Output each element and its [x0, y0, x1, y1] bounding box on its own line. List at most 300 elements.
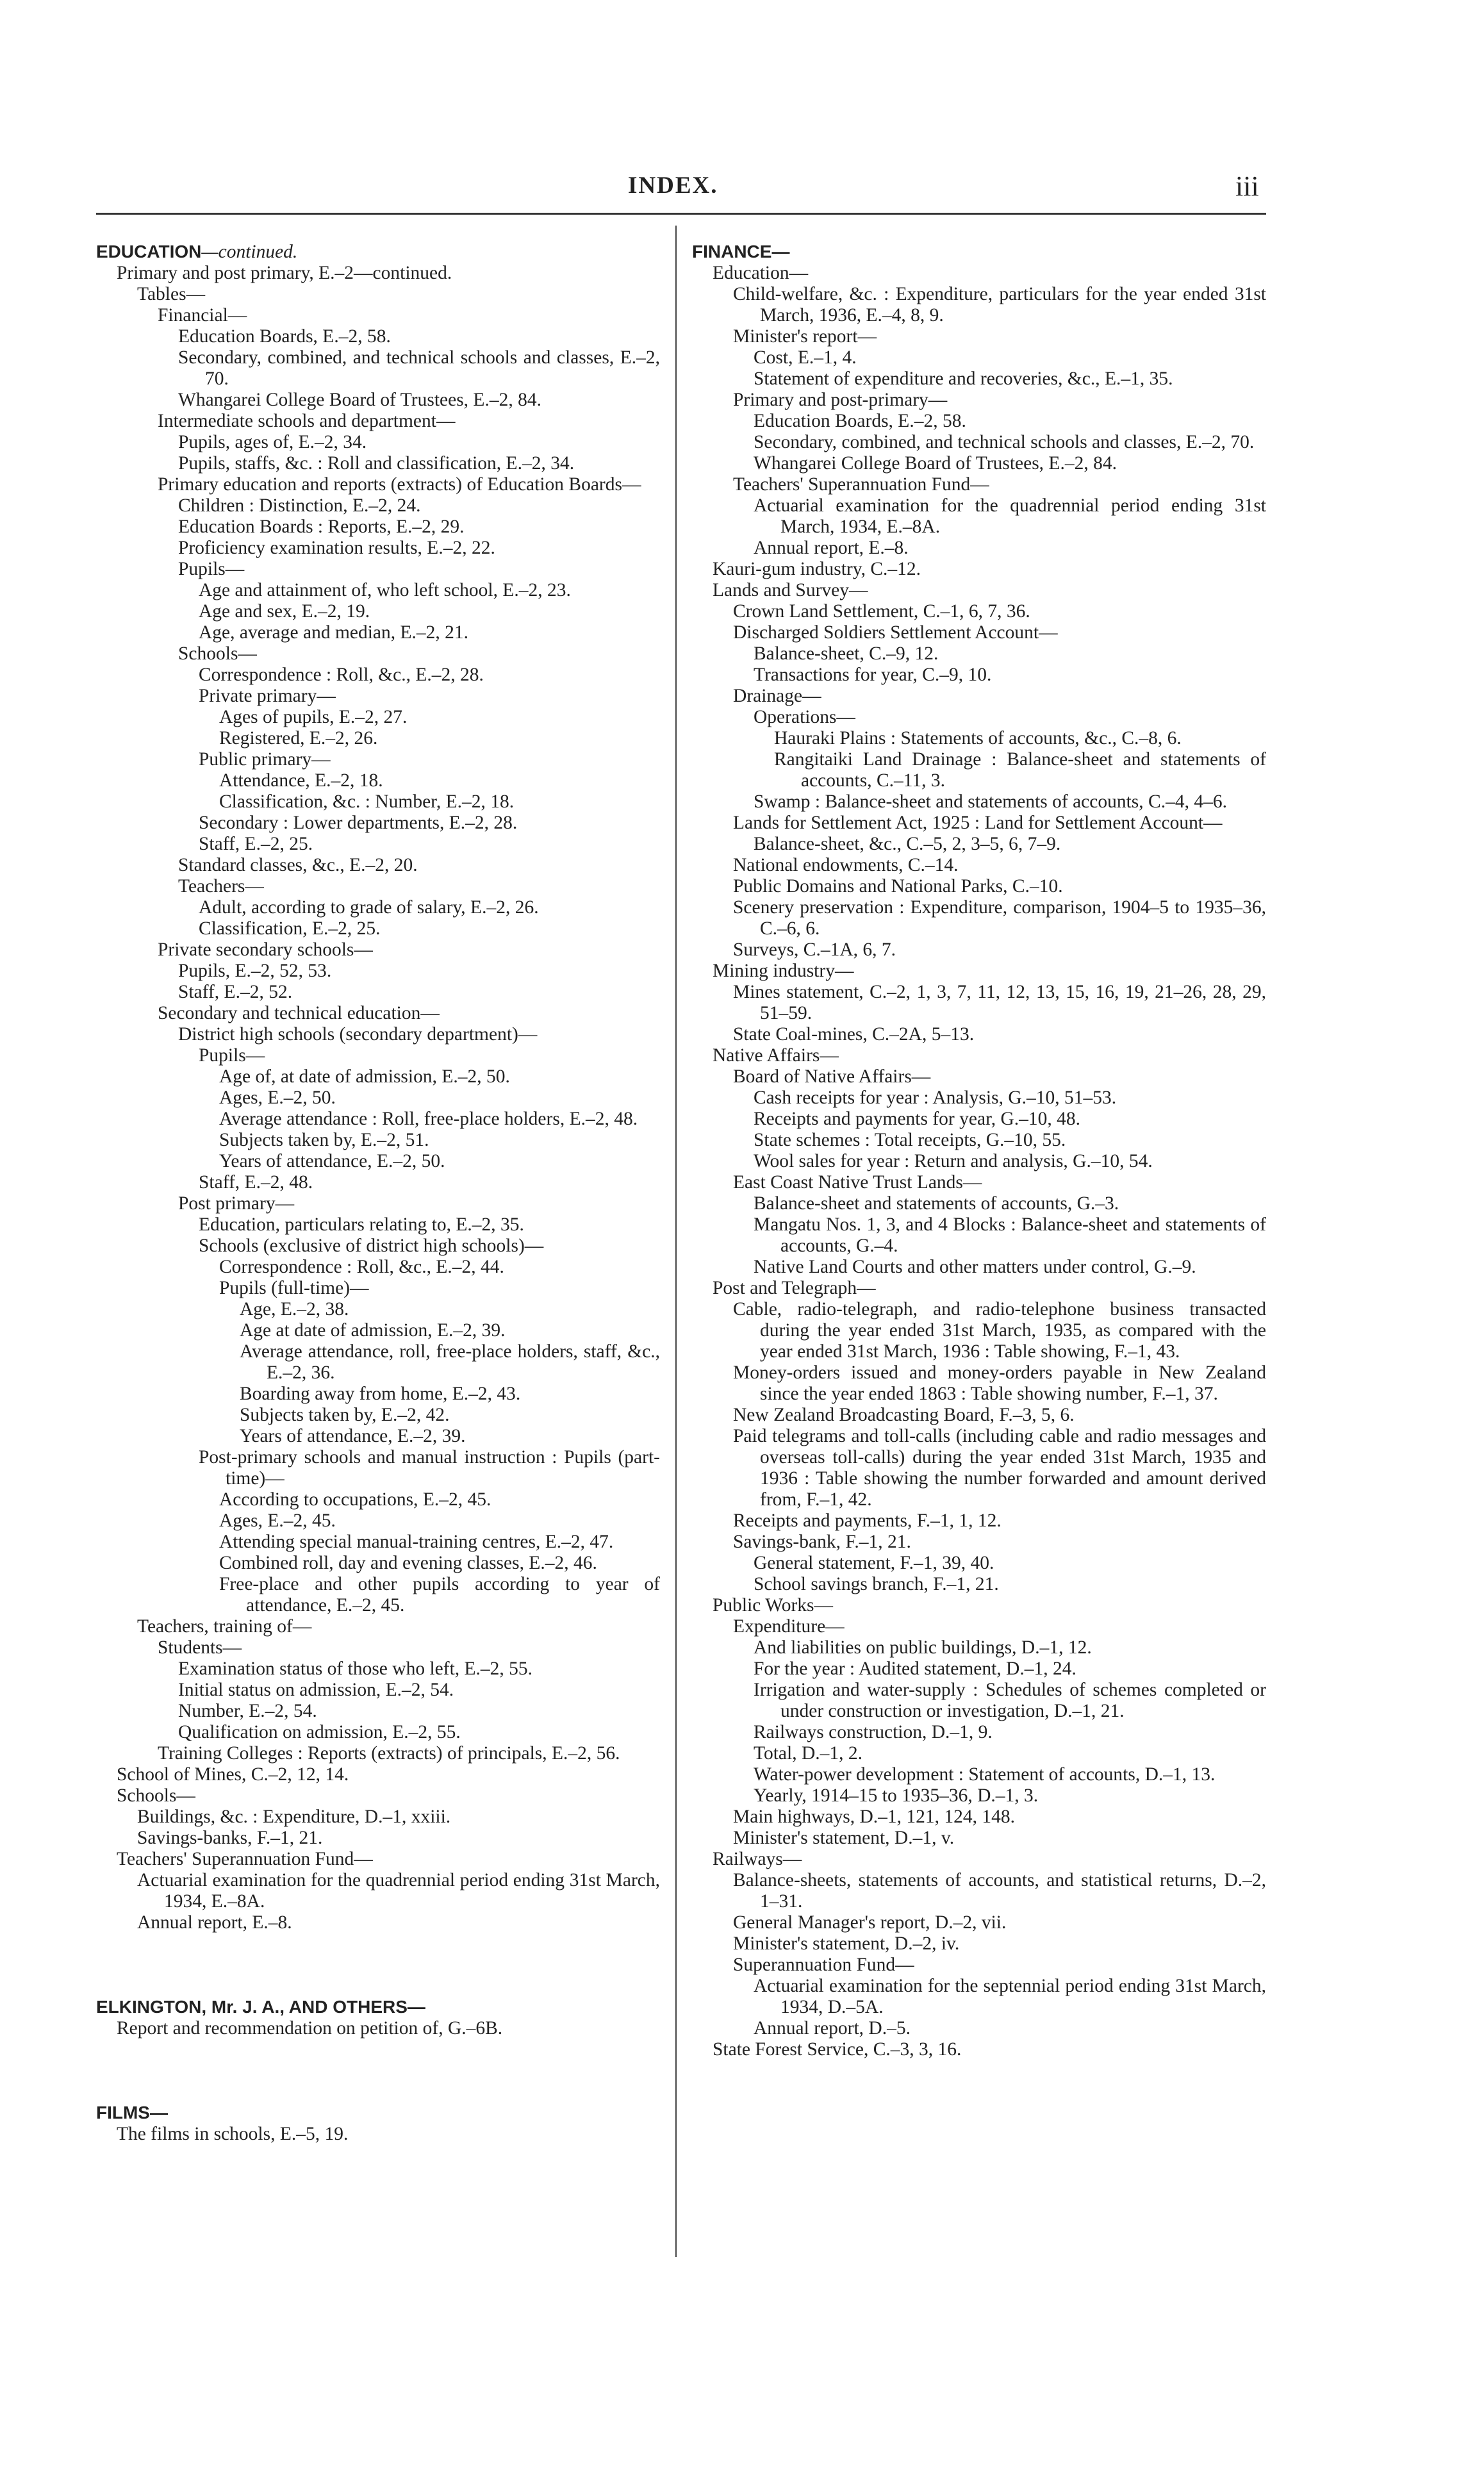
entry-text: Age and sex, E.–2, 19. [199, 601, 370, 622]
entry-text: Primary education and reports (extracts) of Education Boards— [158, 474, 641, 495]
index-entry [240, 1426, 660, 1447]
index-entry [158, 1743, 660, 1764]
index-entry [199, 897, 660, 918]
index-entry [733, 1172, 1266, 1193]
index-entry [754, 2018, 1266, 2039]
index-entry [733, 1510, 1266, 1532]
entry-text: Initial status on admission, E.–2, 54. [178, 1680, 454, 1700]
entry-text: Cost, E.–1, 4. [754, 347, 857, 368]
entry-text: Post primary— [178, 1193, 295, 1214]
entry-text: Annual report, D.–5. [754, 2018, 911, 2039]
index-entry [137, 284, 660, 305]
entry-text: Mining industry— [713, 961, 854, 981]
index-entry [754, 707, 1266, 728]
entry-text: Teachers' Superannuation Fund— [733, 474, 989, 495]
index-entry [219, 1066, 660, 1088]
index-entry [733, 855, 1266, 876]
entry-text: Secondary : Lower departments, E.–2, 28. [199, 813, 518, 833]
entry-text: Public primary— [199, 749, 331, 770]
entry-text: And liabilities on public buildings, D.–1, 12. [754, 1637, 1092, 1658]
column-divider [675, 226, 677, 2257]
index-entry [178, 1193, 660, 1214]
index-entry [219, 1088, 660, 1109]
entry-text: Ages, E.–2, 45. [219, 1510, 336, 1531]
index-entry [754, 665, 1266, 686]
index-entry [137, 1912, 660, 1933]
index-entry [754, 643, 1266, 665]
entry-text: Lands for Settlement Act, 1925 : Land for Settlement Account— [733, 813, 1223, 833]
heading-text: FILMS— [96, 2103, 168, 2122]
index-entry [754, 432, 1266, 453]
index-entry [754, 538, 1266, 559]
index-entry [733, 1405, 1266, 1426]
index-entry [713, 1595, 1266, 1616]
entry-text: Pupils— [199, 1045, 265, 1066]
entry-text: School savings branch, F.–1, 21. [754, 1574, 999, 1594]
index-entry [733, 1870, 1266, 1912]
index-entry [178, 855, 660, 876]
index-entry [137, 1870, 660, 1912]
index-entry [199, 813, 660, 834]
index-entry [733, 813, 1266, 834]
entry-text: Balance-sheet and statements of accounts, G.–3. [754, 1193, 1119, 1214]
entry-text: Teachers, training of— [137, 1616, 312, 1637]
index-entry [713, 1278, 1266, 1299]
index-entry [733, 897, 1266, 939]
index-entry [219, 1109, 660, 1130]
entry-text: Surveys, C.–1A, 6, 7. [733, 939, 896, 960]
entry-text: Rangitaiki Land Drainage : Balance-sheet and statements of accounts, C.–11, 3. [774, 749, 1266, 791]
entry-text: Correspondence : Roll, &c., E.–2, 28. [199, 665, 484, 685]
entry-text: Schools— [178, 643, 257, 664]
entry-text: Intermediate schools and department— [158, 411, 456, 431]
entry-text: Age and attainment of, who left school, E.–2, 23. [199, 580, 571, 600]
entry-text: Post and Telegraph— [713, 1278, 876, 1298]
entry-text: Attendance, E.–2, 18. [219, 770, 383, 791]
heading-text: ELKINGTON, Mr. J. A., AND OTHERS— [96, 1997, 425, 2017]
entry-text: East Coast Native Trust Lands— [733, 1172, 982, 1193]
index-entry [158, 305, 660, 326]
entry-text: Actuarial examination for the quadrennial period ending 31st March, 1934, E.–8A. [137, 1870, 660, 1912]
index-heading [96, 241, 660, 263]
entry-text: Public Works— [713, 1595, 834, 1616]
index-entry [158, 1637, 660, 1658]
entry-text: Financial— [158, 305, 247, 326]
left-column [96, 241, 660, 2145]
index-entry [178, 559, 660, 580]
entry-text: Main highways, D.–1, 121, 124, 148. [733, 1807, 1016, 1827]
entry-text: Staff, E.–2, 48. [199, 1172, 313, 1193]
entry-text: Teachers' Superannuation Fund— [117, 1849, 373, 1869]
entry-text: Discharged Soldiers Settlement Account— [733, 622, 1058, 643]
index-entry [733, 1362, 1266, 1405]
index-entry [137, 1807, 660, 1828]
page-number: iii [1235, 170, 1259, 202]
entry-text: Age, E.–2, 38. [240, 1299, 349, 1319]
right-column [692, 241, 1266, 2060]
heading-text: FINANCE— [692, 242, 790, 261]
index-entry [158, 474, 660, 495]
index-entry [754, 1088, 1266, 1109]
index-entry [754, 495, 1266, 538]
entry-text: Education Boards : Reports, E.–2, 29. [178, 517, 465, 537]
entry-text: Public Domains and National Parks, C.–10. [733, 876, 1063, 897]
entry-text: Pupils, E.–2, 52, 53. [178, 961, 332, 981]
index-entry [733, 1066, 1266, 1088]
entry-text: National endowments, C.–14. [733, 855, 959, 875]
index-entry [199, 1172, 660, 1193]
index-entry [219, 1532, 660, 1553]
index-entry [178, 961, 660, 982]
index-entry [754, 834, 1266, 855]
index-entry [199, 601, 660, 622]
entry-text: Balance-sheet, &c., C.–5, 2, 3–5, 6, 7–9. [754, 834, 1061, 854]
index-entry [713, 580, 1266, 601]
index-entry [219, 791, 660, 813]
index-entry [733, 1828, 1266, 1849]
entry-text: Annual report, E.–8. [754, 538, 909, 558]
entry-text: Education Boards, E.–2, 58. [178, 326, 391, 347]
index-entry [754, 1637, 1266, 1658]
entry-text: Receipts and payments for year, G.–10, 48. [754, 1109, 1081, 1129]
index-entry [117, 2018, 660, 2039]
entry-text: Teachers— [178, 876, 264, 897]
heading-text: EDUCATION [96, 242, 202, 261]
index-entry [178, 876, 660, 897]
entry-text: Operations— [754, 707, 855, 727]
index-entry [713, 1045, 1266, 1066]
entry-text: Subjects taken by, E.–2, 42. [240, 1405, 450, 1425]
entry-text: Age at date of admission, E.–2, 39. [240, 1320, 506, 1341]
entry-text: According to occupations, E.–2, 45. [219, 1489, 491, 1510]
index-entry [733, 1912, 1266, 1933]
entry-text: Annual report, E.–8. [137, 1912, 292, 1933]
index-entry [137, 1828, 660, 1849]
index-entry [713, 2039, 1266, 2060]
entry-text: Registered, E.–2, 26. [219, 728, 378, 749]
index-entry [178, 347, 660, 390]
entry-text: Native Land Courts and other matters under control, G.–9. [754, 1257, 1196, 1277]
entry-text: Receipts and payments, F.–1, 1, 12. [733, 1510, 1002, 1531]
index-entry [219, 1278, 660, 1299]
index-entry [199, 622, 660, 643]
index-entry [178, 326, 660, 347]
page-title: INDEX. [628, 172, 718, 199]
entry-text: Wool sales for year : Return and analysis, G.–10, 54. [754, 1151, 1153, 1171]
index-entry [733, 939, 1266, 961]
index-entry [178, 538, 660, 559]
entry-text: Adult, according to grade of salary, E.–2, 26. [199, 897, 539, 918]
index-entry [733, 390, 1266, 411]
index-entry [754, 1553, 1266, 1574]
entry-text: Age, average and median, E.–2, 21. [199, 622, 469, 643]
index-entry [178, 982, 660, 1003]
entry-text: Private primary— [199, 686, 336, 706]
entry-text: Pupils— [178, 559, 245, 579]
index-entry [754, 1214, 1266, 1257]
entry-text: State Forest Service, C.–3, 3, 16. [713, 2039, 962, 2060]
entry-text: Whangarei College Board of Trustees, E.–2, 84. [178, 390, 541, 410]
entry-text: Post-primary schools and manual instruction : Pupils (part-time)— [199, 1447, 660, 1489]
heading-line [96, 2102, 660, 2124]
index-entry [754, 791, 1266, 813]
index-entry [219, 728, 660, 749]
entry-text: Students— [158, 1637, 242, 1658]
index-entry [733, 1955, 1266, 1976]
index-entry [219, 1489, 660, 1510]
entry-text: Railways construction, D.–1, 9. [754, 1722, 993, 1742]
entry-text: Board of Native Affairs— [733, 1066, 931, 1087]
index-entry [754, 1257, 1266, 1278]
entry-text: Money-orders issued and money-orders payable in New Zealand since the year ended 1863 : Table showing number, F.–1, 37. [733, 1362, 1266, 1404]
heading-line [96, 1996, 660, 2018]
index-entry [158, 939, 660, 961]
index-entry [178, 390, 660, 411]
entry-text: For the year : Audited statement, D.–1, 24. [754, 1658, 1076, 1679]
index-heading [96, 2102, 660, 2124]
index-entry [219, 1553, 660, 1574]
entry-text: Minister's statement, D.–2, iv. [733, 1933, 960, 1954]
entry-text: State schemes : Total receipts, G.–10, 55. [754, 1130, 1066, 1150]
index-entry [178, 517, 660, 538]
entry-text: Pupils, ages of, E.–2, 34. [178, 432, 367, 452]
entry-text: Pupils (full-time)— [219, 1278, 369, 1298]
entry-text: Balance-sheets, statements of accounts, and statistical returns, D.–2, 1–31. [733, 1870, 1266, 1912]
heading-note: —continued. [201, 242, 298, 262]
entry-text: Hauraki Plains : Statements of accounts, &c., C.–8, 6. [774, 728, 1182, 749]
entry-text: Years of attendance, E.–2, 50. [219, 1151, 445, 1171]
entry-text: Savings-bank, F.–1, 21. [733, 1532, 911, 1552]
entry-text: Correspondence : Roll, &c., E.–2, 44. [219, 1257, 504, 1277]
entry-text: General Manager's report, D.–2, vii. [733, 1912, 1007, 1933]
index-entry [199, 749, 660, 770]
index-entry [219, 1257, 660, 1278]
entry-text: State Coal-mines, C.–2A, 5–13. [733, 1024, 975, 1045]
index-entry [733, 474, 1266, 495]
index-entry [754, 1574, 1266, 1595]
index-entry [713, 961, 1266, 982]
index-entry [199, 834, 660, 855]
index-entry [117, 1764, 660, 1785]
index-entry [219, 1510, 660, 1532]
entry-text: Savings-banks, F.–1, 21. [137, 1828, 323, 1848]
index-heading [692, 241, 1266, 263]
entry-text: The films in schools, E.–5, 19. [117, 2124, 349, 2144]
entry-text: Primary and post-primary— [733, 390, 948, 410]
index-entry [240, 1405, 660, 1426]
index-entry [178, 1722, 660, 1743]
index-entry [733, 686, 1266, 707]
index-entry [754, 1193, 1266, 1214]
entry-text: Examination status of those who left, E.–2, 55. [178, 1658, 533, 1679]
entry-text: Report and recommendation on petition of, G.–6B. [117, 2018, 503, 2039]
entry-text: Classification, E.–2, 25. [199, 918, 381, 939]
index-entry [137, 1616, 660, 1637]
index-entry [733, 1299, 1266, 1362]
entry-text: Crown Land Settlement, C.–1, 6, 7, 36. [733, 601, 1030, 622]
index-entry [754, 1743, 1266, 1764]
entry-text: Classification, &c. : Number, E.–2, 18. [219, 791, 515, 812]
index-entry [199, 580, 660, 601]
entry-text: Qualification on admission, E.–2, 55. [178, 1722, 461, 1742]
index-entry [754, 1130, 1266, 1151]
index-entry [158, 1003, 660, 1024]
index-entry [219, 707, 660, 728]
entry-text: Schools— [117, 1785, 195, 1806]
entry-text: Whangarei College Board of Trustees, E.–2, 84. [754, 453, 1117, 474]
index-entry [754, 1785, 1266, 1807]
index-entry [754, 1976, 1266, 2018]
entry-text: Tables— [137, 284, 206, 304]
header-rule [96, 213, 1266, 215]
index-entry [178, 495, 660, 517]
entry-text: District high schools (secondary department)— [178, 1024, 538, 1045]
index-entry [199, 665, 660, 686]
index-entry [117, 1849, 660, 1870]
entry-text: Superannuation Fund— [733, 1955, 914, 1975]
index-entry [733, 1024, 1266, 1045]
index-entry [733, 982, 1266, 1024]
entry-text: Staff, E.–2, 52. [178, 982, 293, 1002]
index-entry [199, 1236, 660, 1257]
index-entry [733, 622, 1266, 643]
entry-text: Total, D.–1, 2. [754, 1743, 862, 1764]
index-heading [96, 1996, 660, 2018]
entry-text: Education— [713, 263, 809, 283]
entry-text: Secondary, combined, and technical schools and classes, E.–2, 70. [178, 347, 660, 389]
entry-text: Secondary and technical education— [158, 1003, 440, 1023]
index-entry [713, 1849, 1266, 1870]
index-entry [199, 686, 660, 707]
index-entry [733, 1807, 1266, 1828]
index-entry [733, 601, 1266, 622]
index-entry [178, 1680, 660, 1701]
heading-line [692, 241, 1266, 263]
entry-text: Child-welfare, &c. : Expenditure, particulars for the year ended 31st March, 1936, E.–4, 8, 9. [733, 284, 1266, 326]
index-entry [240, 1341, 660, 1384]
index-entry [733, 1532, 1266, 1553]
entry-text: Combined roll, day and evening classes, E.–2, 46. [219, 1553, 597, 1573]
index-entry [733, 284, 1266, 326]
index-entry [117, 2124, 660, 2145]
entry-text: Actuarial examination for the septennial period ending 31st March, 1934, D.–5A. [754, 1976, 1266, 2017]
entry-text: Attending special manual-training centres, E.–2, 47. [219, 1532, 614, 1552]
entry-text: Children : Distinction, E.–2, 24. [178, 495, 421, 516]
entry-text: General statement, F.–1, 39, 40. [754, 1553, 994, 1573]
entry-text: Swamp : Balance-sheet and statements of accounts, C.–4, 4–6. [754, 791, 1227, 812]
index-entry [754, 1764, 1266, 1785]
entry-text: Paid telegrams and toll-calls (including cable and radio messages and overseas toll-calls) during the year ended 31st March, 1935 and 1936 : Table showing the number forwarded and amount derived from, F.–1, 42. [733, 1426, 1266, 1510]
entry-text: Minister's statement, D.–1, v. [733, 1828, 955, 1848]
index-entry [754, 1680, 1266, 1722]
entry-text: Drainage— [733, 686, 821, 706]
index-entry [754, 453, 1266, 474]
entry-text: School of Mines, C.–2, 12, 14. [117, 1764, 349, 1785]
entry-text: Cash receipts for year : Analysis, G.–10, 51–53. [754, 1088, 1117, 1108]
index-entry [754, 1658, 1266, 1680]
entry-text: Actuarial examination for the quadrennial period ending 31st March, 1934, E.–8A. [754, 495, 1266, 537]
index-entry [178, 643, 660, 665]
entry-text: Ages of pupils, E.–2, 27. [219, 707, 408, 727]
entry-text: Statement of expenditure and recoveries, &c., E.–1, 35. [754, 368, 1173, 389]
entry-text: Number, E.–2, 54. [178, 1701, 317, 1721]
index-entry [158, 411, 660, 432]
index-entry [240, 1299, 660, 1320]
entry-text: New Zealand Broadcasting Board, F.–3, 5, 6. [733, 1405, 1075, 1425]
section-gap [96, 2039, 660, 2102]
index-entry [754, 1722, 1266, 1743]
entry-text: Training Colleges : Reports (extracts) of principals, E.–2, 56. [158, 1743, 620, 1764]
index-entry [754, 347, 1266, 368]
index-entry [219, 770, 660, 791]
entry-text: Staff, E.–2, 25. [199, 834, 313, 854]
entry-text: Irrigation and water-supply : Schedules of schemes completed or under construction or investigation, D.–1, 21. [754, 1680, 1266, 1721]
entry-text: Mines statement, C.–2, 1, 3, 7, 11, 12, 13, 15, 16, 19, 21–26, 28, 29, 51–59. [733, 982, 1266, 1023]
entry-text: Lands and Survey— [713, 580, 868, 600]
index-entry [219, 1130, 660, 1151]
entry-text: Expenditure— [733, 1616, 845, 1637]
entry-text: Cable, radio-telegraph, and radio-telephone business transacted during the year ended 31st March, 1935, as compared with the year ended 31st March, 1936 : Table showing, F.–1, 43. [733, 1299, 1266, 1362]
entry-text: Primary and post primary, E.–2—continued. [117, 263, 452, 283]
entry-text: Mangatu Nos. 1, 3, and 4 Blocks : Balance-sheet and statements of accounts, G.–4. [754, 1214, 1266, 1256]
entry-text: Kauri-gum industry, C.–12. [713, 559, 921, 579]
index-entry [178, 1658, 660, 1680]
entry-text: Balance-sheet, C.–9, 12. [754, 643, 939, 664]
index-entry [117, 263, 660, 284]
index-entry [219, 1574, 660, 1616]
entry-text: Boarding away from home, E.–2, 43. [240, 1384, 521, 1404]
entry-text: Years of attendance, E.–2, 39. [240, 1426, 466, 1446]
entry-text: Average attendance : Roll, free-place holders, E.–2, 48. [219, 1109, 638, 1129]
entry-text: Private secondary schools— [158, 939, 373, 960]
entry-text: Proficiency examination results, E.–2, 22. [178, 538, 495, 558]
entry-text: Transactions for year, C.–9, 10. [754, 665, 992, 685]
index-entry [178, 453, 660, 474]
index-entry [178, 1701, 660, 1722]
index-entry [733, 876, 1266, 897]
entry-text: Minister's report— [733, 326, 877, 347]
index-entry [199, 1447, 660, 1489]
entry-text: Education, particulars relating to, E.–2, 35. [199, 1214, 524, 1235]
entry-text: Secondary, combined, and technical schools and classes, E.–2, 70. [754, 432, 1255, 452]
index-entry [733, 1616, 1266, 1637]
index-entry [733, 326, 1266, 347]
index-entry [713, 263, 1266, 284]
index-entry [240, 1320, 660, 1341]
index-entry [178, 1024, 660, 1045]
index-entry [199, 1214, 660, 1236]
entry-text: Schools (exclusive of district high schools)— [199, 1236, 544, 1256]
entry-text: Ages, E.–2, 50. [219, 1088, 336, 1108]
index-entry [774, 749, 1266, 791]
index-entry [199, 1045, 660, 1066]
index-entry [240, 1384, 660, 1405]
entry-text: Railways— [713, 1849, 802, 1869]
index-entry [733, 1933, 1266, 1955]
index-entry [774, 728, 1266, 749]
entry-text: Age of, at date of admission, E.–2, 50. [219, 1066, 510, 1087]
index-entry [219, 1151, 660, 1172]
heading-line [96, 241, 660, 263]
index-entry [733, 1426, 1266, 1510]
index-entry [754, 1109, 1266, 1130]
index-entry [117, 1785, 660, 1807]
entry-text: Education Boards, E.–2, 58. [754, 411, 966, 431]
index-entry [713, 559, 1266, 580]
entry-text: Average attendance, roll, free-place holders, staff, &c., E.–2, 36. [240, 1341, 660, 1383]
entry-text: Yearly, 1914–15 to 1935–36, D.–1, 3. [754, 1785, 1039, 1806]
index-entry [754, 368, 1266, 390]
